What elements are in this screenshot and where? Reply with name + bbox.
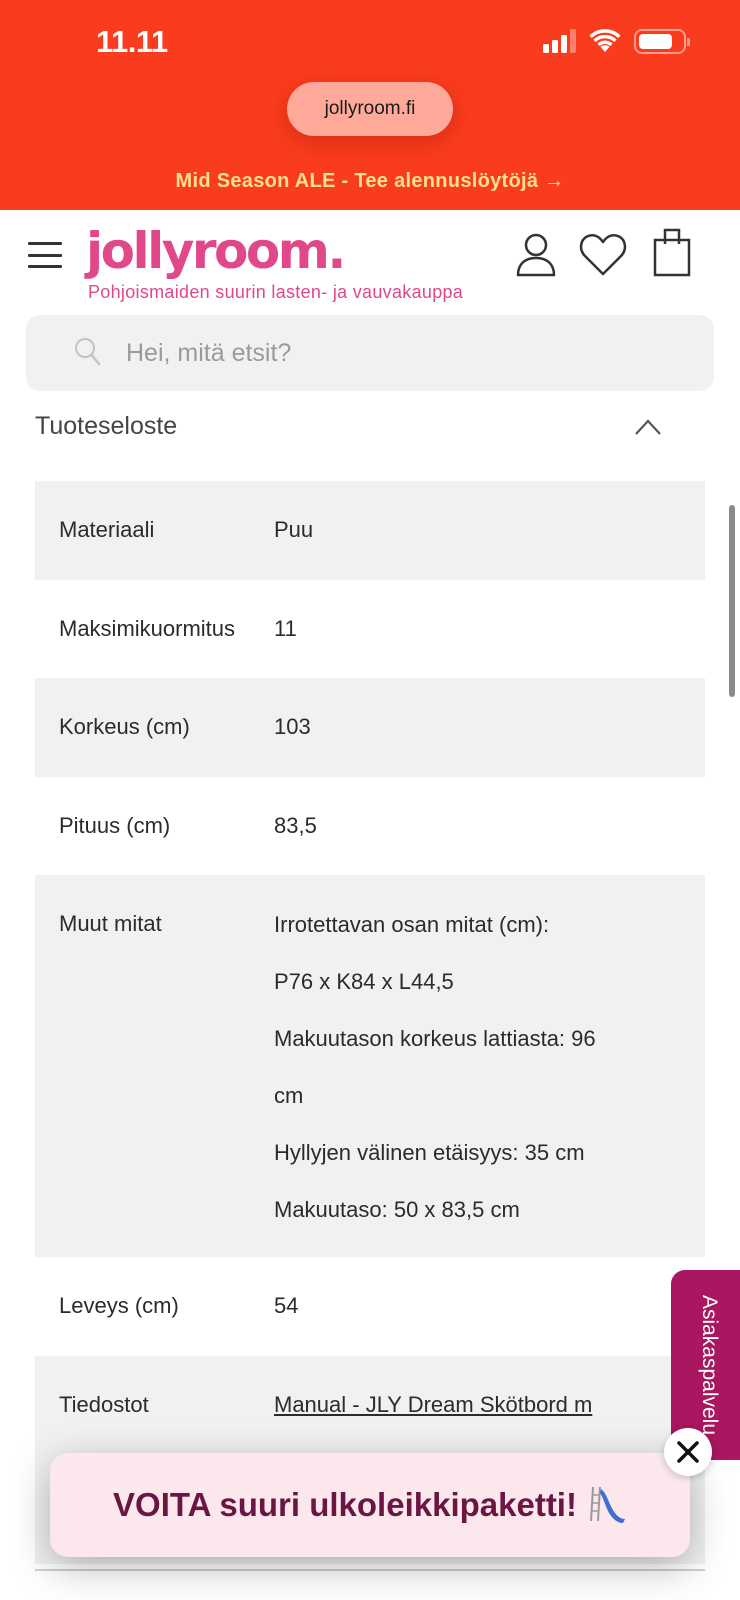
table-row <box>35 1356 705 1455</box>
spec-value-line: Irrotettavan osan mitat (cm): <box>274 912 550 937</box>
spec-value-line: Hyllyjen välinen etäisyys: 35 cm <box>274 1140 585 1165</box>
manual-file-link[interactable]: Manual - JLY Dream Skötbord m <box>274 1391 593 1417</box>
spec-value: 54 <box>274 1293 299 1319</box>
spec-label: Leveys (cm) <box>59 1293 179 1319</box>
close-popup-button[interactable] <box>664 1428 712 1476</box>
search-bar[interactable] <box>26 315 714 391</box>
cellular-signal-icon <box>543 29 576 53</box>
spec-value: 103 <box>274 714 311 740</box>
spec-value: 11 <box>274 615 297 641</box>
status-time: 11.11 <box>96 24 168 59</box>
spec-label: Materiaali <box>59 517 155 543</box>
spec-value: 83,5 <box>274 812 317 838</box>
shopping-bag-icon[interactable] <box>652 226 692 278</box>
search-icon <box>74 337 102 367</box>
menu-icon[interactable] <box>28 242 62 268</box>
slide-icon <box>587 1483 627 1528</box>
table-row <box>35 678 705 777</box>
table-row <box>35 481 705 580</box>
spec-value <box>274 1392 705 1418</box>
divider <box>35 1569 705 1571</box>
table-row <box>35 777 705 876</box>
spec-table <box>35 481 705 1564</box>
spec-label: Tiedostot <box>59 1391 149 1417</box>
top-bar <box>0 0 740 210</box>
url-bar[interactable]: jollyroom.fi <box>287 82 453 136</box>
spec-value-line: cm <box>274 1083 304 1108</box>
spec-value-line: P76 x K84 x L44,5 <box>274 969 454 994</box>
spec-value-line: Makuutaso: 50 x 83,5 cm <box>274 1197 520 1222</box>
user-icon[interactable] <box>515 232 557 278</box>
table-row <box>35 875 705 1257</box>
spec-label: Korkeus (cm) <box>59 714 190 740</box>
spec-value-line: Makuutason korkeus lattiasta: 96 <box>274 1026 596 1051</box>
popup-text: VOITA suuri ulkoleikkipaketti! <box>113 1486 577 1523</box>
heart-icon[interactable] <box>579 232 627 278</box>
spec-value: Puu <box>274 517 314 543</box>
table-row <box>35 1257 705 1356</box>
search-input[interactable] <box>126 315 686 391</box>
close-icon <box>676 1440 700 1464</box>
table-row <box>35 580 705 679</box>
status-icons <box>543 28 686 54</box>
spec-value-multiline <box>274 896 705 1257</box>
logo[interactable]: jollyroom. <box>86 222 344 280</box>
promo-popup[interactable] <box>50 1453 690 1557</box>
tagline: Pohjoismaiden suurin lasten- ja vauvakauppa <box>88 282 464 302</box>
spec-label: Pituus (cm) <box>59 812 171 838</box>
battery-icon <box>634 29 686 54</box>
spec-label: Maksimikuormitus <box>59 615 236 641</box>
accordion-title[interactable]: Tuoteseloste <box>35 412 178 440</box>
scrollbar-thumb[interactable] <box>729 505 735 697</box>
chevron-up-icon[interactable] <box>634 418 662 436</box>
wifi-icon <box>588 28 622 54</box>
customer-service-label: Asiakaspalvelu <box>697 1294 721 1436</box>
spec-label-text: Muut mitat <box>59 911 162 936</box>
promo-banner-link[interactable]: Mid Season ALE - Tee alennuslöytöjä → <box>175 170 565 192</box>
spec-label <box>35 913 274 1257</box>
site-header <box>0 210 740 310</box>
